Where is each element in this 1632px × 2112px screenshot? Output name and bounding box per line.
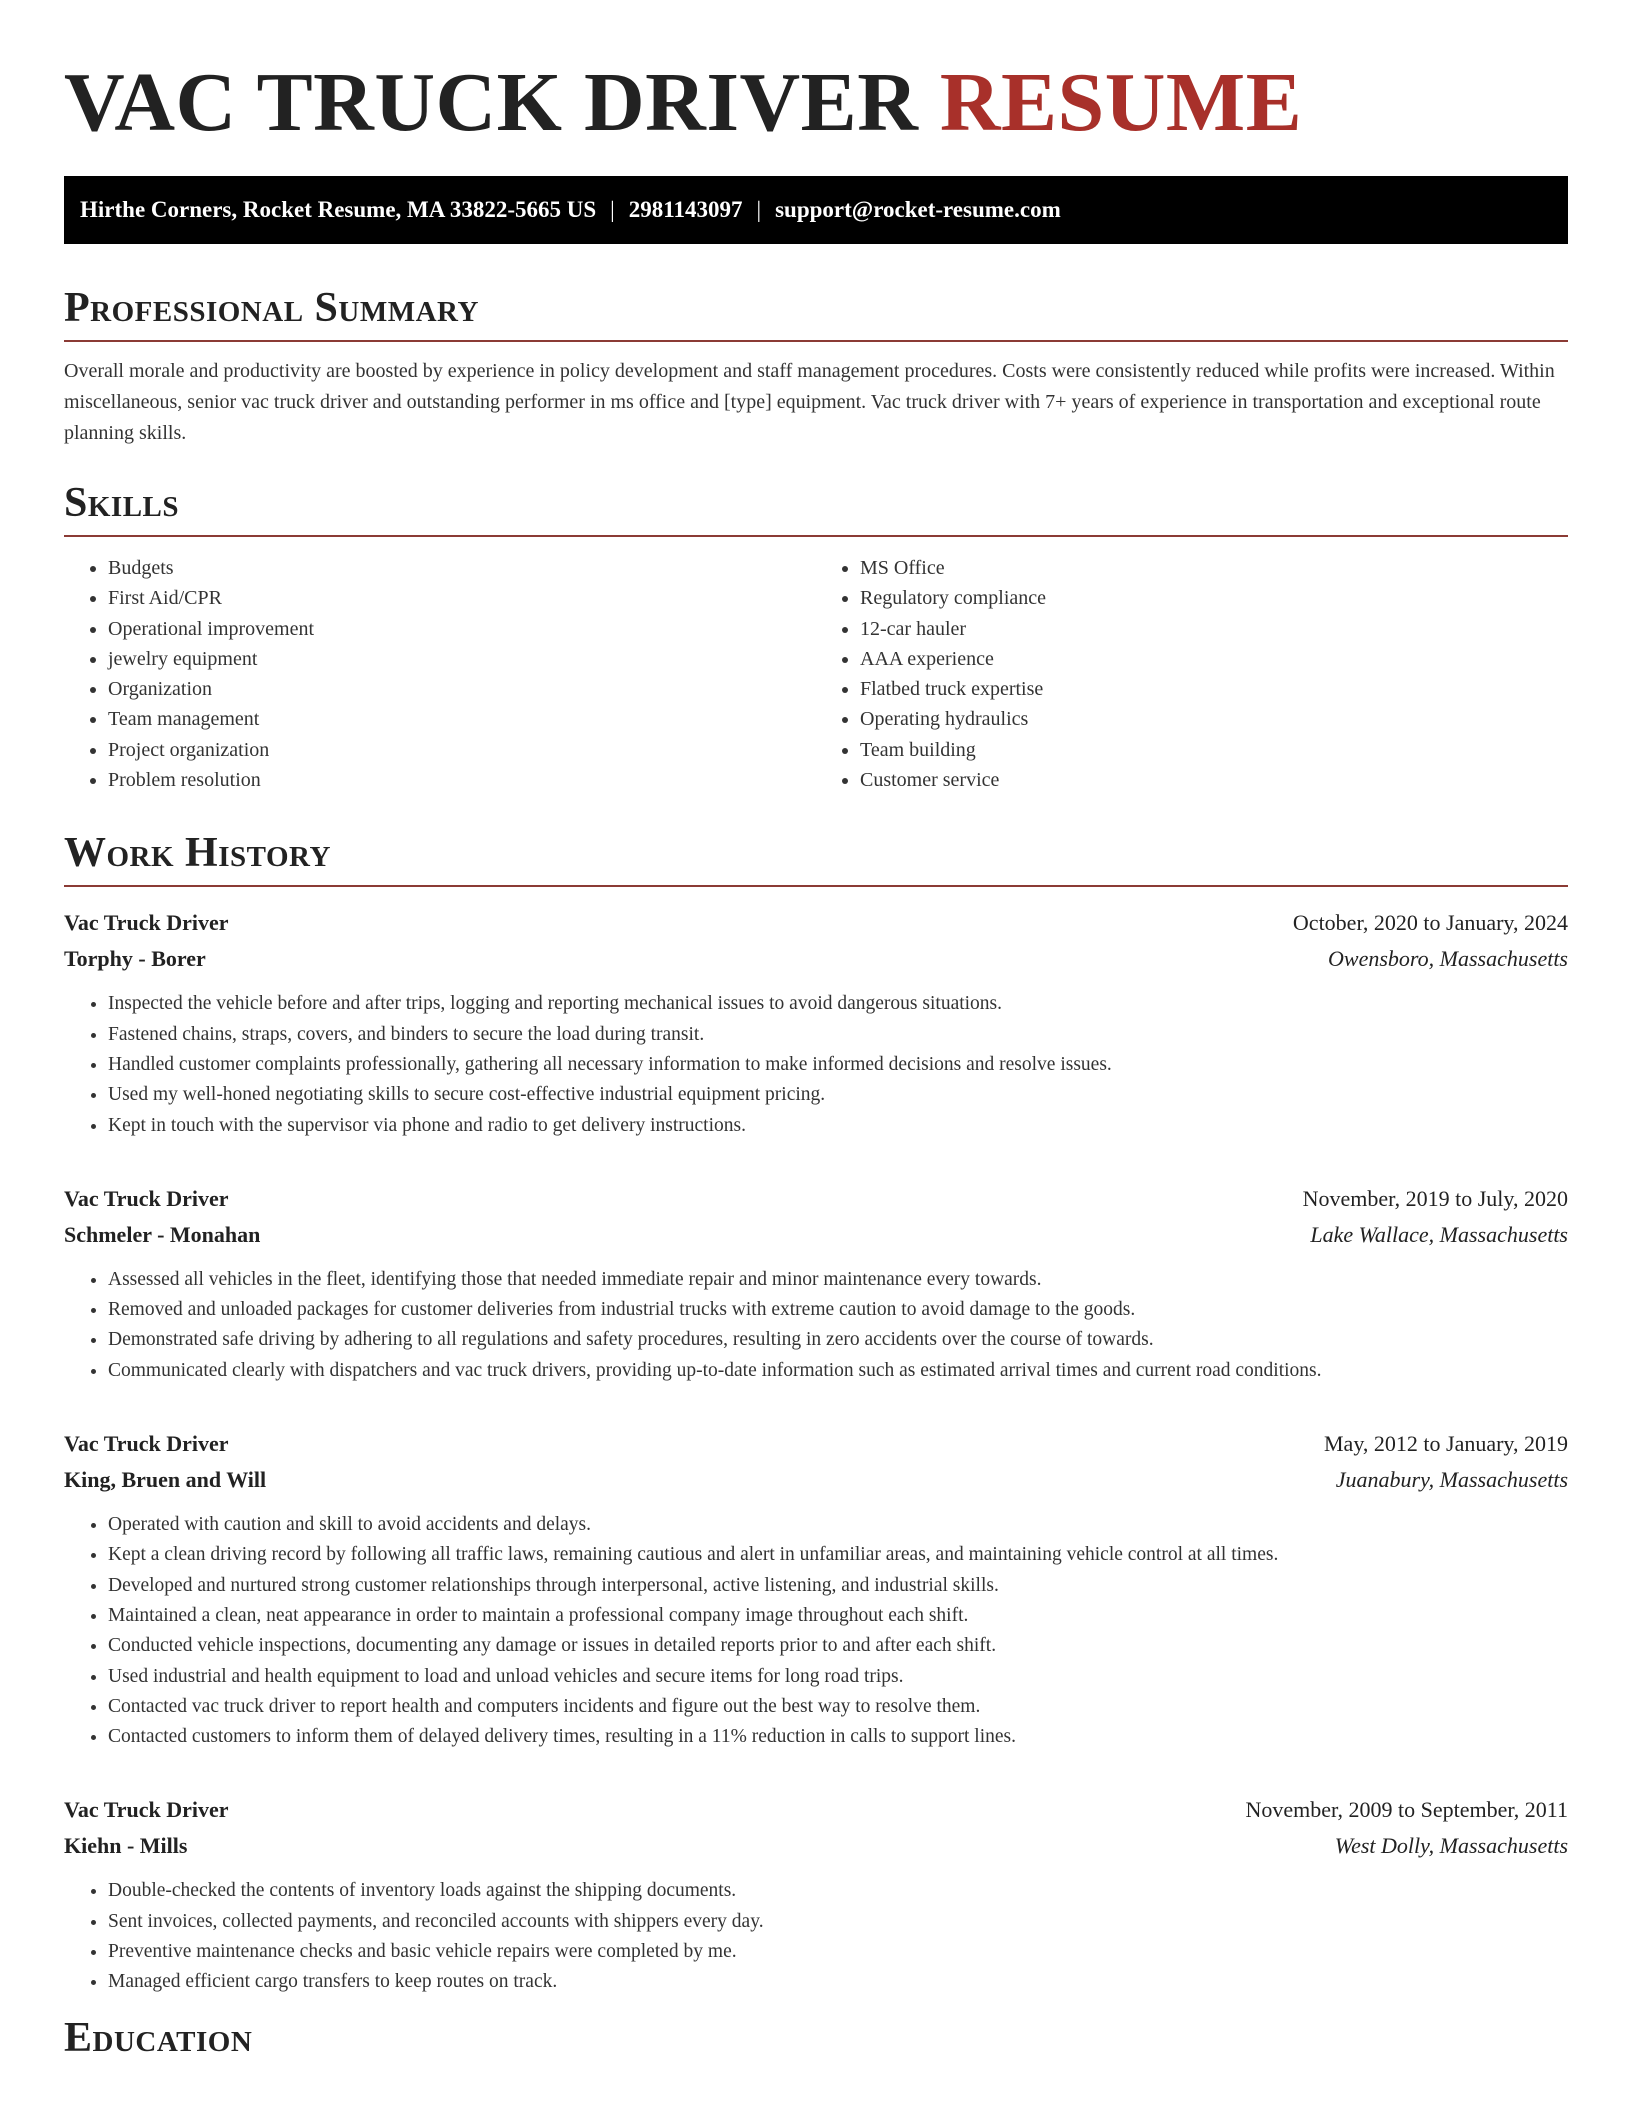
job-company: Kiehn - Mills — [64, 1833, 188, 1859]
contact-separator: | — [756, 197, 762, 222]
resume-title — [64, 0, 1568, 168]
work-history-heading: Work History — [64, 829, 1568, 887]
job-title: Vac Truck Driver — [64, 1797, 229, 1823]
skill-item: • 12-car hauler — [860, 614, 1568, 644]
contact-email: support@rocket-resume.com — [775, 197, 1061, 222]
job-location: West Dolly, Massachusetts — [1334, 1833, 1568, 1859]
skill-item: • AAA experience — [860, 644, 1568, 674]
job-bullet: • Maintained a clean, neat appearance in order to maintain a professional company image throughout each shift. — [108, 1601, 1568, 1631]
skills-grid — [64, 553, 1568, 795]
job-bullet: • Inspected the vehicle before and after trips, logging and reporting mechanical issues to avoid dangerous situations. — [108, 989, 1568, 1019]
skill-item: • Customer service — [860, 765, 1568, 795]
job-bullet: • Kept a clean driving record by following all traffic laws, remaining cautious and alert in unfamiliar areas, and maintaining vehicle control at all times. — [108, 1540, 1568, 1570]
summary-section — [64, 284, 1568, 449]
skill-item: • jewelry equipment — [108, 644, 816, 674]
job-bullet: • Managed efficient cargo transfers to keep routes on track. — [108, 1967, 1568, 1997]
job-dates: October, 2020 to January, 2024 — [1292, 910, 1568, 936]
job-bullet: • Demonstrated safe driving by adhering to all regulations and safety procedures, resulting in zero accidents over the course of towards. — [108, 1325, 1568, 1355]
skill-item: • MS Office — [860, 553, 1568, 583]
work-history-section — [64, 829, 1568, 1997]
job-title: Vac Truck Driver — [64, 1185, 229, 1211]
skill-item: • First Aid/CPR — [108, 583, 816, 613]
job-company: King, Bruen and Will — [64, 1467, 267, 1493]
skill-item: • Operational improvement — [108, 614, 816, 644]
job-dates: November, 2019 to July, 2020 — [1302, 1185, 1568, 1211]
job-entry — [64, 1792, 1568, 1997]
job-bullet: • Kept in touch with the supervisor via phone and radio to get delivery instructions. — [108, 1111, 1568, 1141]
job-company: Schmeler - Monahan — [64, 1221, 261, 1247]
job-bullet: • Used industrial and health equipment to load and unload vehicles and secure items for long road trips. — [108, 1662, 1568, 1692]
job-bullet: • Double-checked the contents of inventory loads against the shipping documents. — [108, 1876, 1568, 1906]
skill-item: • Organization — [108, 674, 816, 704]
job-bullet: • Contacted vac truck driver to report health and computers incidents and figure out the best way to resolve them. — [108, 1692, 1568, 1722]
title-main: VAC TRUCK DRIVER — [64, 56, 919, 149]
skill-item: • Team building — [860, 735, 1568, 765]
job-location: Juanabury, Massachusetts — [1335, 1467, 1568, 1493]
skills-left-column — [64, 553, 816, 795]
job-subheader-row — [64, 941, 1568, 977]
contact-phone: 2981143097 — [628, 197, 743, 222]
job-bullet: • Contacted customers to inform them of delayed delivery times, resulting in a 11% reduction in calls to support lines. — [108, 1722, 1568, 1752]
job-bullet: • Handled customer complaints professionally, gathering all necessary information to make informed decisions and resolve issues. — [108, 1050, 1568, 1080]
job-bullet-list — [64, 1265, 1568, 1386]
skills-heading: Skills — [64, 479, 1568, 537]
job-list — [64, 905, 1568, 1997]
job-bullet: • Fastened chains, straps, covers, and binders to secure the load during transit. — [108, 1020, 1568, 1050]
job-bullet: • Preventive maintenance checks and basic vehicle repairs were completed by me. — [108, 1937, 1568, 1967]
contact-separator: | — [610, 197, 615, 222]
job-title: Vac Truck Driver — [64, 910, 229, 936]
job-bullet: • Removed and unloaded packages for customer deliveries from industrial trucks with extreme caution to avoid damage to the goods. — [108, 1295, 1568, 1325]
job-dates: May, 2012 to January, 2019 — [1324, 1431, 1568, 1457]
skills-right-column — [816, 553, 1568, 795]
job-bullet: • Communicated clearly with dispatchers and vac truck drivers, providing up-to-date information such as estimated arrival times and current road conditions. — [108, 1356, 1568, 1386]
summary-heading: Professional Summary — [64, 284, 1568, 342]
skills-section — [64, 479, 1568, 795]
education-heading: Education — [64, 2014, 253, 2061]
job-entry — [64, 905, 1568, 1140]
skill-item: • Budgets — [108, 553, 816, 583]
job-entry — [64, 1181, 1568, 1386]
job-header-row — [64, 905, 1568, 941]
job-title: Vac Truck Driver — [64, 1431, 229, 1457]
skill-item: • Operating hydraulics — [860, 704, 1568, 734]
job-entry — [64, 1426, 1568, 1752]
job-bullet-list — [64, 1876, 1568, 1997]
job-header-row — [64, 1792, 1568, 1828]
job-subheader-row — [64, 1217, 1568, 1253]
title-accent: RESUME — [939, 56, 1303, 149]
job-bullet-list — [64, 1510, 1568, 1752]
job-header-row — [64, 1181, 1568, 1217]
job-dates: November, 2009 to September, 2011 — [1245, 1797, 1568, 1823]
contact-address: Hirthe Corners, Rocket Resume, MA 33822-5665 US — [80, 197, 597, 222]
job-bullet: • Used my well-honed negotiating skills to secure cost-effective industrial equipment pricing. — [108, 1080, 1568, 1110]
job-bullet: • Developed and nurtured strong customer relationships through interpersonal, active listening, and industrial skills. — [108, 1571, 1568, 1601]
skill-item: • Regulatory compliance — [860, 583, 1568, 613]
job-location: Lake Wallace, Massachusetts — [1310, 1221, 1568, 1247]
skill-item: • Project organization — [108, 735, 816, 765]
skill-item: • Team management — [108, 704, 816, 734]
skill-item: • Problem resolution — [108, 765, 816, 795]
job-bullet: • Conducted vehicle inspections, documenting any damage or issues in detailed reports prior to and after each shift. — [108, 1631, 1568, 1661]
job-bullet: • Operated with caution and skill to avoid accidents and delays. — [108, 1510, 1568, 1540]
summary-text: Overall morale and productivity are boosted by experience in policy development and staff management procedures. Costs were consistently reduced while profits were increased. Within miscellaneous, senior vac truck driver and outstanding performer in ms office and [type] equipment. Vac truck driver with 7+ years of experience in transportation and exceptional route planning skills. — [64, 360, 1555, 444]
job-company: Torphy - Borer — [64, 946, 206, 972]
job-bullet: • Sent invoices, collected payments, and reconciled accounts with shippers every day. — [108, 1907, 1568, 1937]
education-section — [64, 2014, 1568, 2070]
job-header-row — [64, 1426, 1568, 1462]
job-subheader-row — [64, 1828, 1568, 1864]
contact-bar — [64, 176, 1568, 244]
job-bullet: • Assessed all vehicles in the fleet, identifying those that needed immediate repair and minor maintenance every towards. — [108, 1265, 1568, 1295]
job-bullet-list — [64, 989, 1568, 1140]
skill-item: • Flatbed truck expertise — [860, 674, 1568, 704]
job-subheader-row — [64, 1462, 1568, 1498]
job-location: Owensboro, Massachusetts — [1328, 946, 1568, 972]
